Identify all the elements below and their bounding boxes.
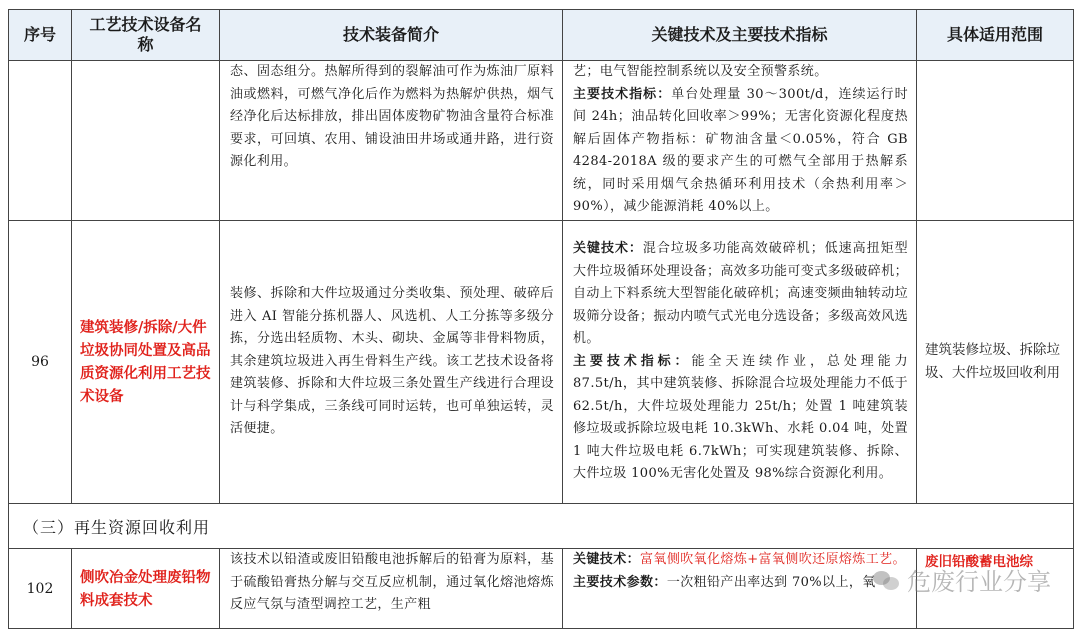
cont-tech-line1: 艺；电气智能控制系统以及安全预警系统。 xyxy=(573,64,828,79)
row96-intro-cell xyxy=(220,221,563,504)
row96-tech-cell xyxy=(563,221,917,504)
row96-tech-text xyxy=(563,238,916,486)
row96-name-cell xyxy=(72,221,220,504)
cont-index-label: 主要技术指标： xyxy=(573,86,672,102)
watermark-text: 危废行业分享 xyxy=(907,568,1051,596)
cont-index-text: 单台处理量 30～300t/d，连续运行时间 24h；油品转化回收率＞99%；无害化资源化程度热解后固体产物指标：矿物油含量＜0.05%，符合 GB 4284-2018A 级的要求产生的可燃气全部用于热解系统，同时采用烟气余热循环利用技术（余热利用率＞90%），减少能源消耗 40%以上。 xyxy=(573,86,908,214)
header-name: 工艺技术设备名称 xyxy=(72,10,220,61)
cont-scope-cell xyxy=(917,61,1074,221)
header-key-tech: 关键技术及主要技术指标 xyxy=(563,10,917,61)
row102-param-label: 主要技术参数： xyxy=(573,574,667,590)
row102-name-cell xyxy=(72,549,220,629)
row96-index-text: 能全天连续作业，总处理能力 87.5t/h，其中建筑装修、拆除混合垃圾处理能力不低于 62.5t/h，大件垃圾处理能力 25t/h；处置 1 吨建筑装修垃圾或拆除垃圾电耗 10.3kWh、水耗 0.04 吨，处置 1 吨大件垃圾电耗 6.7kWh；可实现建筑装修、拆除、大件垃圾 100%无害化处置及 98%综合资源化利用。 xyxy=(573,353,908,482)
row102-number: 102 xyxy=(9,549,72,629)
technology-catalog-table xyxy=(8,9,1074,629)
row96-key-text: 混合垃圾多功能高效破碎机；低速高扭矩型大件垃圾循环处理设备；高效多功能可变式多级破碎机；自动上下料系统大型智能化破碎机；高速变频曲轴转动垃圾筛分设备；振动内喷气式光电分选设备；多级高效风选机。 xyxy=(573,241,909,347)
header-intro: 技术装备简介 xyxy=(220,10,563,61)
section-row xyxy=(9,504,1074,549)
row96-intro: 装修、拆除和大件垃圾通过分类收集、预处理、破碎后进入 AI 智能分拣机器人、风选机、人工分拣等多级分拣，分选出轻质物、木头、砌块、金属等非骨料物质，其余建筑垃圾进入再生骨料生产线。该工艺技术设备将建筑装修、拆除和大件垃圾三条处置生产线进行合理设计与科学集成，三条线可同时运转，也可单独运转，灵活便捷。 xyxy=(230,286,554,437)
row102-intro-cell xyxy=(220,549,563,629)
row96-index-label: 主要技术指标： xyxy=(573,353,692,369)
wechat-icon xyxy=(873,569,901,591)
cont-tech-text xyxy=(563,61,916,219)
table-row-96 xyxy=(9,221,1074,504)
row96-scope: 建筑装修垃圾、拆除垃圾、大件垃圾回收利用 xyxy=(925,342,1060,381)
row102-tech-text xyxy=(563,549,916,594)
cont-intro-text: 态、固态组分。热解所得到的裂解油可作为炼油厂原料油或燃料，可燃气净化后作为燃料为热解炉供热，烟气经净化后达标排放，排出固体废物矿物油含量符合标准要求，可回填、农用、铺设油田井场或通井路，进行资源化利用。 xyxy=(230,64,554,169)
row96-scope-cell xyxy=(917,221,1074,504)
cont-tech-cell xyxy=(563,61,917,221)
cont-number-cell xyxy=(9,61,72,221)
section-title: （三）再生资源回收利用 xyxy=(9,504,1074,549)
header-scope: 具体适用范围 xyxy=(917,10,1074,61)
row96-name: 建筑装修/拆除/大件垃圾协同处置及高品质资源化利用工艺技术设备 xyxy=(80,319,211,405)
cont-intro-cell xyxy=(220,61,563,221)
row102-intro: 该技术以铅渣或废旧铅酸电池拆解后的铅膏为原料，基于硫酸铅膏热分解与交互反应机制，通过氧化熔池熔炼反应气氛与渣型调控工艺，生产粗 xyxy=(230,552,554,612)
row102-scope: 废旧铅酸蓄电池综 xyxy=(925,554,1033,570)
row102-param-text: 一次粗铅产出率达到 70%以上，氧 xyxy=(666,574,876,590)
row102-key-label: 关键技术： xyxy=(573,552,641,567)
table-row-continued xyxy=(9,61,1074,221)
row96-number: 96 xyxy=(9,221,72,504)
cont-name-cell xyxy=(72,61,220,221)
row96-key-label: 关键技术： xyxy=(573,241,643,257)
row102-name: 侧吹冶金处理废铅物料成套技术 xyxy=(80,568,211,609)
row102-tech-cell xyxy=(563,549,917,629)
header-number: 序号 xyxy=(9,10,72,61)
watermark xyxy=(873,562,1051,597)
row102-key-text: 富氧侧吹氧化熔炼+富氧侧吹还原熔炼工艺。 xyxy=(640,552,906,567)
header-row xyxy=(9,10,1074,61)
